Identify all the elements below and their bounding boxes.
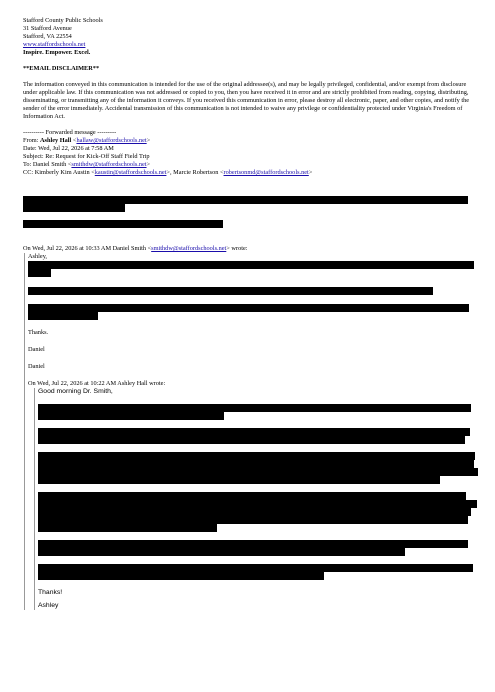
redaction-bar xyxy=(38,404,471,412)
redaction-bar xyxy=(38,524,217,532)
signature-block xyxy=(23,17,475,57)
redaction-bar xyxy=(28,261,474,269)
reply2-signature: Ashley xyxy=(38,602,59,609)
redaction-bar xyxy=(28,269,51,277)
subject-line: Subject: Re: Request for Kick-Off Staff Field Trip xyxy=(23,153,150,160)
redaction-bar xyxy=(38,436,465,444)
redaction-bar xyxy=(38,476,440,484)
redaction-bar xyxy=(38,452,475,460)
reply2-header: On Wed, Jul 22, 2026 at 10:22 AM Ashley Hall wrote: xyxy=(28,380,166,387)
email-document xyxy=(23,17,475,610)
redaction-bar xyxy=(38,572,324,580)
redaction-bar xyxy=(38,564,473,572)
redaction-bar xyxy=(38,428,470,436)
reply1-header: On Wed, Jul 22, 2026 at 10:33 AM Daniel Smith <smithdw@staffordschools.net> wrote: xyxy=(23,245,248,252)
org-name: Stafford County Public Schools xyxy=(23,17,103,24)
redaction-bar xyxy=(38,492,466,500)
to-email-link[interactable]: smithdw@staffordschools.net xyxy=(71,161,147,168)
disclaimer-body: The information conveyed in this communication is intended for the use of the original addressee(s), and may be legally privileged, confidential, and/or exempt from disclosure under applicable law. If this communication was not addressed or copied to you, then you have received it in error and are strictly prohibited from reading, copying, distributing, disseminating, or transmitting any of the information it conveys. If you received this communication in error, please destroy all electronic, paper, and other copies, and notify the sender of the error immediately. Accidental transmission of this communication is not intended to waive any privilege or confidentiality protected under Virginia's Freedom of Information Act. xyxy=(23,81,470,120)
reply1-thanks: Thanks. xyxy=(28,329,49,336)
reply1-email-link[interactable]: smithdw@staffordschools.net xyxy=(151,245,227,252)
from-email-link[interactable]: hallaw@staffordschools.net xyxy=(76,137,147,144)
date-line: Date: Wed, Jul 22, 2026 at 7:58 AM xyxy=(23,145,114,152)
redaction-bar xyxy=(23,196,468,204)
cc-email-link-2[interactable]: robertsonmd@staffordschools.net xyxy=(223,169,309,176)
redaction-bar xyxy=(23,204,125,212)
redaction-bar xyxy=(38,412,224,420)
redaction-bar xyxy=(23,220,223,228)
redaction-bar xyxy=(38,548,405,556)
to-line: To: Daniel Smith <smithdw@staffordschools.net> xyxy=(23,161,151,168)
redaction-bar xyxy=(28,287,433,295)
redaction-bar xyxy=(38,460,474,468)
from-name: Ashley Hall xyxy=(39,137,72,144)
forward-separator: ---------- Forwarded message --------- xyxy=(23,129,117,136)
disclaimer-heading: **EMAIL DISCLAIMER** xyxy=(23,65,100,72)
redaction-bar xyxy=(28,312,98,320)
redaction-bar xyxy=(38,468,478,476)
cc-line: CC: Kimberly Kim Austin <kaustin@staffordschools.net>, Marcie Robertson <robertsonmd@staffordschools.net> xyxy=(23,169,313,176)
motto: Inspire. Empower. Excel. xyxy=(23,49,91,56)
redaction-bar xyxy=(38,500,477,508)
forwarded-header xyxy=(23,129,475,177)
cc-email-link-1[interactable]: kaustin@staffordschools.net xyxy=(94,169,167,176)
reply2-greeting: Good morning Dr. Smith, xyxy=(38,388,113,395)
redaction-bar xyxy=(28,304,469,312)
reply1-signature: Daniel xyxy=(28,346,45,353)
reply1-greeting: Ashley, xyxy=(28,253,48,260)
street-address: 31 Stafford Avenue xyxy=(23,25,72,32)
redaction-bar xyxy=(38,516,468,524)
redaction-bar xyxy=(38,540,468,548)
website-link[interactable]: www.staffordschools.net xyxy=(23,41,86,48)
quoted-reply-2 xyxy=(34,388,475,610)
redaction-bar xyxy=(38,508,471,516)
reply1-signature-2: Daniel xyxy=(28,363,45,370)
reply2-thanks: Thanks! xyxy=(38,589,63,596)
quoted-reply-1 xyxy=(24,253,475,610)
from-line: From: Ashley Hall <hallaw@staffordschools.net> xyxy=(23,137,151,144)
city-address: Stafford, VA 22554 xyxy=(23,33,72,40)
